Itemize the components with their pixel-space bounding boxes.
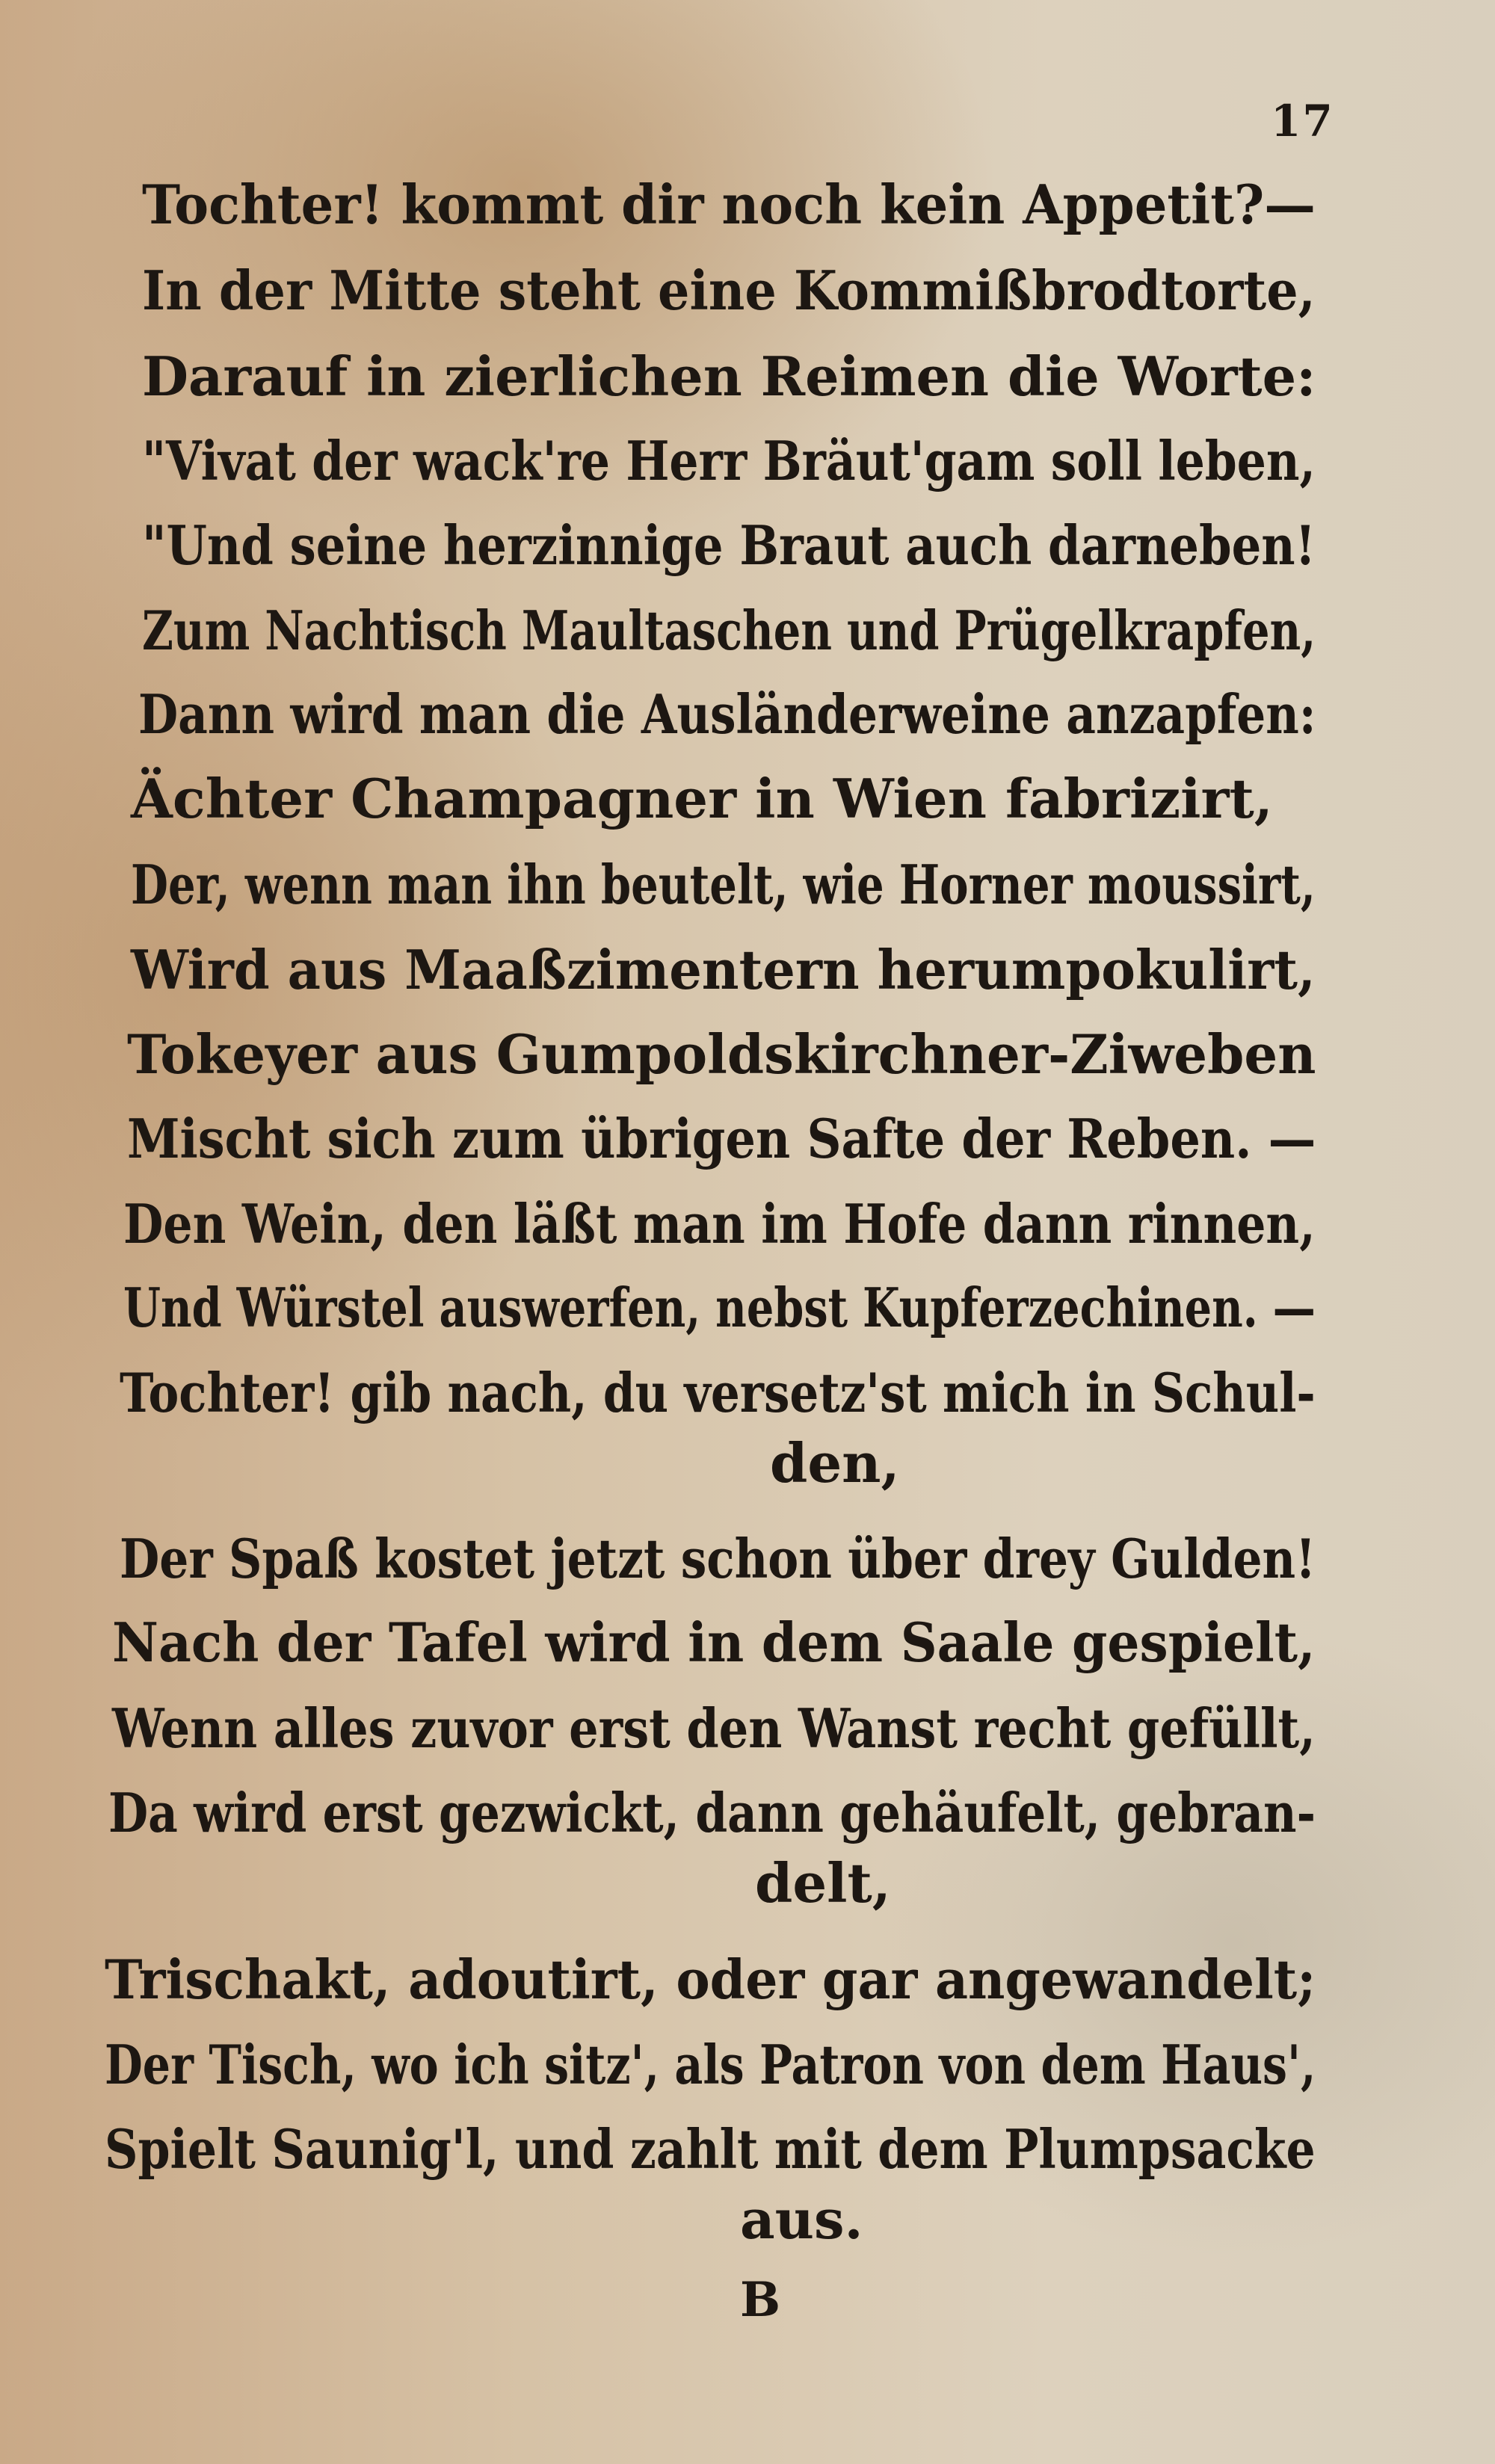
text-line: Dann wird man die Ausländerweine anzapfen: bbox=[138, 682, 1316, 746]
text-line: Tochter! gib nach, du versetz'st mich in Schul- bbox=[120, 1361, 1316, 1424]
text-line: In der Mitte steht eine Kommißbrodtorte, bbox=[142, 259, 1316, 322]
page-number: 17 bbox=[1271, 96, 1334, 146]
text-line: "Vivat der wack're Herr Bräut'gam soll leben, bbox=[142, 429, 1316, 493]
text-line: Der Tisch, wo ich sitz', als Patron von dem Haus', bbox=[105, 2033, 1316, 2096]
text-line: Den Wein, den läßt man im Hofe dann rinnen, bbox=[123, 1192, 1316, 1256]
text-line: Darauf in zierlichen Reimen die Worte: bbox=[142, 345, 1316, 408]
text-line: Trischakt, adoutirt, oder gar angewandelt; bbox=[105, 1948, 1316, 2011]
text-line: Und Würstel auswerfen, nebst Kupferzechinen. — bbox=[123, 1276, 1316, 1339]
text-line: Da wird erst gezwickt, dann gehäufelt, gebran- bbox=[108, 1781, 1316, 1844]
text-line: Nach der Tafel wird in dem Saale gespielt, bbox=[112, 1611, 1316, 1674]
text-line: Mischt sich zum übrigen Safte der Reben. — bbox=[127, 1107, 1316, 1170]
text-line: Wird aus Maaßzimentern herumpokulirt, bbox=[131, 938, 1316, 1001]
text-line-continuation: den, bbox=[770, 1431, 900, 1495]
text-line: Tokeyer aus Gumpoldskirchner-Ziweben bbox=[127, 1022, 1316, 1086]
text-line-continuation: delt, bbox=[755, 1851, 891, 1915]
text-line: Wenn alles zuvor erst den Wanst recht gefüllt, bbox=[112, 1696, 1316, 1760]
text-line: Ächter Champagner in Wien fabrizirt, bbox=[131, 767, 1273, 830]
text-line: Der, wenn man ihn beutelt, wie Horner moussirt, bbox=[131, 853, 1316, 916]
text-line: Zum Nachtisch Maultaschen und Prügelkrapfen, bbox=[142, 599, 1316, 662]
text-line: "Und seine herzinnige Braut auch darneben! bbox=[142, 513, 1316, 577]
signature-mark: B bbox=[740, 2272, 781, 2328]
text-line: Tochter! kommt dir noch kein Appetit?— bbox=[142, 173, 1316, 236]
text-line: Der Spaß kostet jetzt schon über drey Gulden! bbox=[120, 1527, 1316, 1590]
text-line: Spielt Saunig'l, und zahlt mit dem Plumpsacke bbox=[105, 2117, 1316, 2181]
text-line-continuation: aus. bbox=[740, 2187, 863, 2251]
